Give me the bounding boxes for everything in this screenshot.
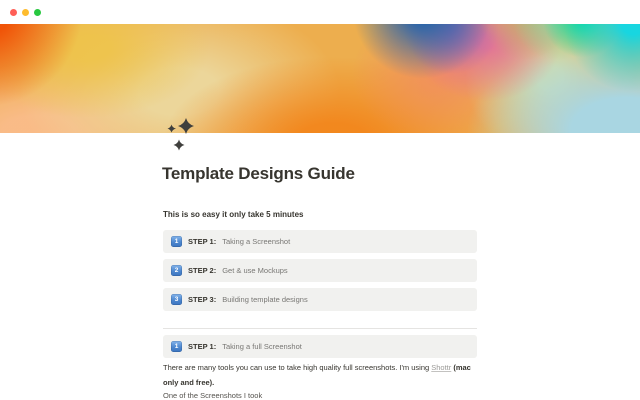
minimize-button[interactable] [22, 9, 30, 17]
shottr-link[interactable]: Shottr [431, 363, 452, 372]
step-text: Building template designs [222, 295, 308, 304]
toggle-step-2[interactable] [163, 259, 477, 282]
step-label: STEP 3: [188, 295, 217, 304]
paragraph-text: There are many tools you can use to take high quality full screenshots. I'm using [163, 363, 432, 372]
divider [163, 328, 477, 329]
clipped-next-line [163, 391, 479, 400]
cover-image [0, 24, 640, 133]
paragraph-bold-text: (mac only and free). [163, 363, 471, 387]
page-title: Template Designs Guide [162, 164, 355, 183]
step-text: Taking a full Screenshot [222, 342, 302, 351]
step-label: STEP 2: [188, 266, 217, 275]
keycap-1-icon: 1 [171, 341, 182, 352]
body-paragraph [163, 361, 479, 390]
step-label: STEP 1: [188, 237, 217, 246]
step-text: Taking a Screenshot [222, 237, 291, 246]
toggle-step-1[interactable] [163, 230, 477, 253]
keycap-3-icon: 3 [171, 294, 182, 305]
close-button[interactable] [10, 9, 18, 17]
toggle-step-3[interactable] [163, 288, 477, 311]
step-label: STEP 1: [188, 342, 217, 351]
clipped-text: One of the Screenshots I took [163, 391, 263, 400]
sparkles-icon[interactable] [160, 112, 196, 156]
zoom-button[interactable] [34, 9, 42, 17]
window-titlebar[interactable] [0, 0, 640, 24]
toggle-section-step-1[interactable] [163, 335, 477, 358]
keycap-2-icon: 2 [171, 265, 182, 276]
step-text: Get & use Mockups [222, 266, 288, 275]
page-subtitle: This is so easy it only take 5 minutes [163, 210, 304, 219]
keycap-1-icon: 1 [171, 236, 182, 247]
